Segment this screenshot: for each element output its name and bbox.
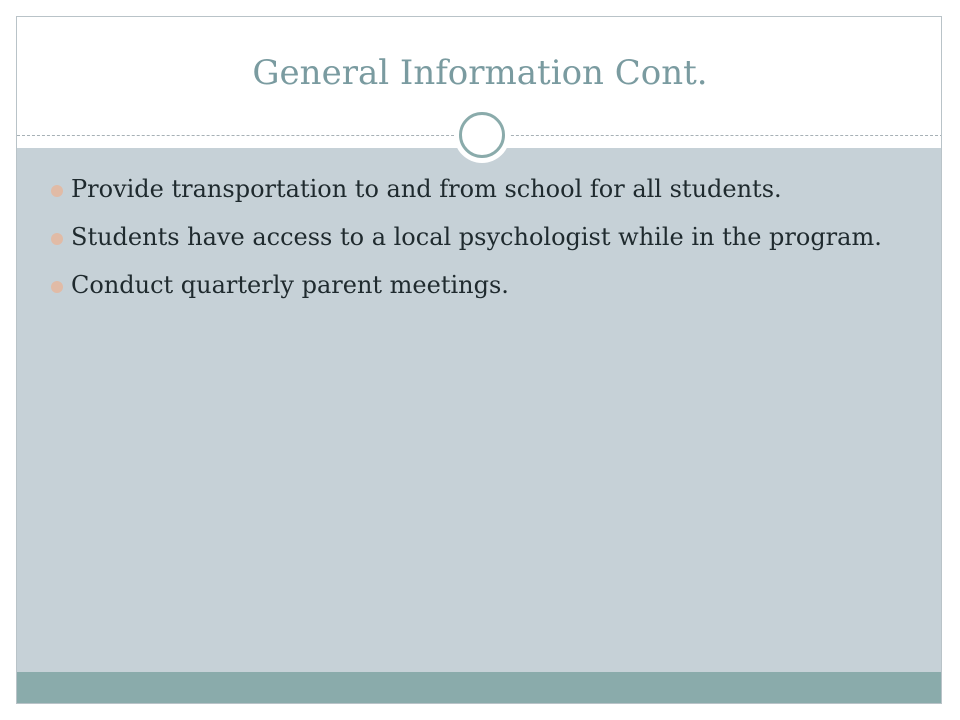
bullet-text: Provide transportation to and from school for all students. — [71, 175, 782, 203]
bullet-list — [51, 172, 911, 316]
bullet-text: Students have access to a local psychologist while in the program. — [71, 223, 882, 251]
circle-ornament-icon — [454, 107, 510, 163]
bullet-text: Conduct quarterly parent meetings. — [71, 271, 509, 299]
bullet-item — [51, 220, 911, 254]
bullet-item — [51, 268, 911, 302]
slide-title: General Information Cont. — [252, 53, 708, 93]
slide-frame — [16, 16, 942, 704]
bullet-dot-icon — [51, 185, 63, 197]
bullet-dot-icon — [51, 233, 63, 245]
bullet-dot-icon — [51, 281, 63, 293]
footer-bar — [17, 672, 942, 704]
bullet-item — [51, 172, 911, 206]
